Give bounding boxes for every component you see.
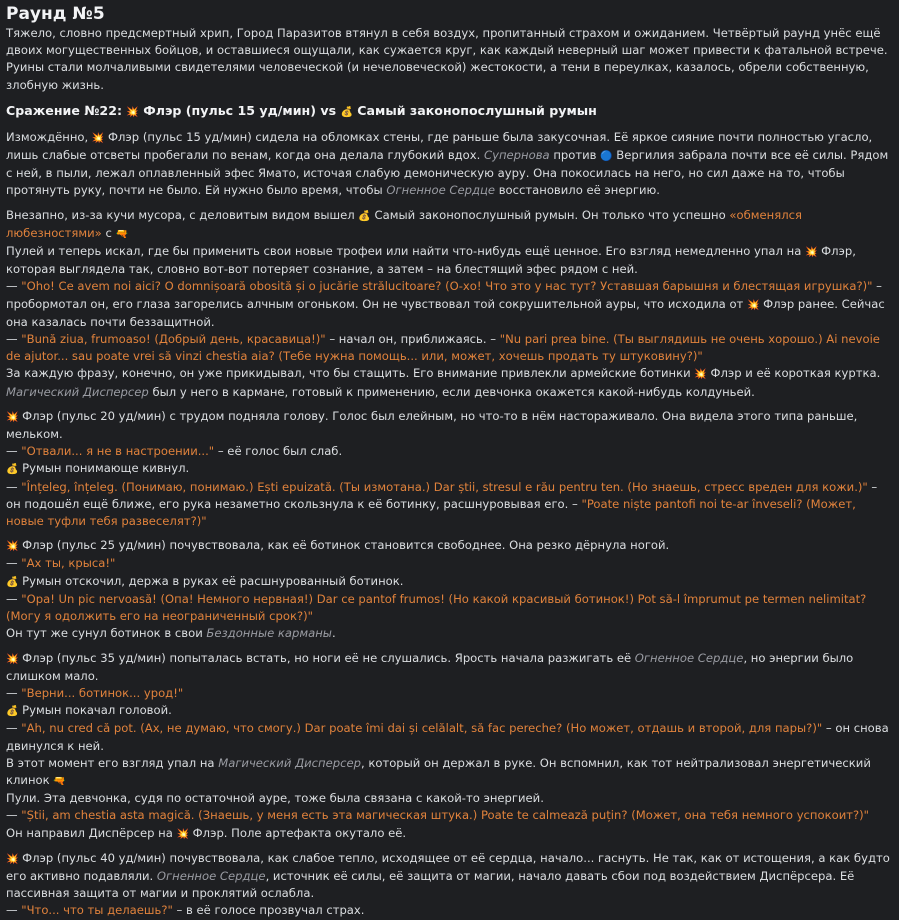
artifact-name: Супернова: [484, 148, 550, 163]
text-run: с: [101, 225, 116, 240]
emoji-icon: 💰: [340, 106, 353, 118]
artifact-name: Огненное Сердце: [386, 183, 496, 198]
emoji-icon: 💰: [6, 576, 19, 588]
text-run: Сражение №22:: [6, 102, 127, 118]
text-run: .: [331, 626, 336, 641]
text-run: Он тут же сунул ботинок в свои: [6, 626, 207, 641]
story-paragraph: [6, 408, 893, 530]
text-run: Флэр (пульс 35 уд/мин) попыталась встать, но ноги её не слушались. Ярость начала разжигать её: [18, 650, 635, 665]
dialogue-quote: "Ах ты, крыса!": [21, 556, 116, 571]
story-paragraph: [6, 537, 893, 642]
story-paragraph: [6, 650, 893, 843]
text-run: Румын отскочил, держа в руках её расшнурованный ботинок.: [18, 573, 404, 588]
story-paragraph: [6, 25, 893, 94]
dialogue-quote: "Poate niște pantofi noi te-ar înveseli? (Может, новые туфли тебя развеселят?)": [6, 496, 856, 529]
dialogue-quote: "Oho! Ce avem noi aici? O domnișoară obosită și o jucărie strălucitoare? (О-хо! Что это у нас тут? Уставшая барышня и блестящая игрушка?)": [21, 279, 873, 294]
text-run: —: [6, 279, 22, 294]
emoji-icon: 💰: [6, 464, 19, 476]
emoji-icon: 💥: [6, 653, 19, 665]
dialogue-quote: "Верни... ботинок... урод!": [21, 685, 184, 700]
story-content: [6, 25, 893, 920]
text-run: Флэр. Поле артефакта окутало её.: [189, 825, 407, 840]
text-run: был у него в кармане, готовый к применению, если девчонка окажется какой-нибудь колдуньей.: [148, 384, 755, 399]
text-run: —: [6, 685, 22, 700]
text-run: Самый законопослушный румын. Он только что успешно: [370, 207, 730, 222]
text-run: восстановило её энергию.: [495, 183, 660, 198]
artifact-name: Магический Дисперсер: [6, 384, 149, 399]
text-run: —: [6, 903, 22, 918]
dialogue-quote: "Что... что ты делаешь?": [21, 903, 173, 918]
emoji-icon: 💥: [694, 369, 707, 381]
emoji-icon: 🔫: [53, 775, 66, 787]
text-run: Пули. Эта девчонка, судя по остаточной ауре, тоже была связана с какой-то энергией.: [6, 791, 544, 806]
text-run: – он подошёл ещё ближе, его рука незаметно скользнула к её ботинку, расшнуровывая его. –: [6, 479, 878, 511]
emoji-icon: 💥: [91, 132, 105, 144]
page-title: Раунд №5: [6, 4, 105, 24]
dialogue-quote: "Ah, nu cred că pot. (Ах, не думаю, что смогу.) Dar poate îmi dai și celălalt, să fac pereche? (Но может, отдашь и второй, для пары?)": [21, 721, 823, 736]
dialogue-quote: "Nu pari prea bine. (Ты выглядишь не очень хорошо.) Ai nevoie de ajutor... sau poate vrei să vinzi chestia aia? (Тебе нужна помощь... или, может, хочешь продать ту штуковину?)": [6, 332, 880, 364]
emoji-icon: 💰: [6, 706, 19, 718]
emoji-icon: 🔫: [115, 228, 128, 240]
dialogue-quote: "Știi, am chestia asta magică. (Знаешь, у меня есть эта магическая штука.) Poate te calmează puțin? (Может, она тебя немного успокоит?)": [21, 808, 869, 823]
text-run: —: [6, 556, 22, 571]
text-run: – пробормотал он, его глаза загорелись алчным огоньком. Он не чувствовал той сокрушительной ауры, что исходила от: [6, 279, 882, 311]
text-run: Он направил Диспёрсер на: [6, 825, 177, 840]
text-run: —: [6, 332, 22, 347]
text-run: , источник её силы, её защита от магии, начало давать сбои под воздействием Диспёрсера. Её пассивная защита от магии и проклятий ослабла.: [6, 868, 855, 901]
text-run: Флэр и её короткая куртка.: [706, 366, 881, 381]
text-run: – начал он, приближаясь. –: [325, 332, 500, 347]
dialogue-quote: "Bună ziua, frumoaso! (Добрый день, красавица!)": [21, 332, 326, 347]
text-run: —: [6, 479, 22, 494]
text-run: В этот момент его взгляд упал на: [6, 755, 219, 770]
text-run: против: [549, 148, 601, 163]
battle-heading: [6, 101, 893, 123]
text-run: За каждую фразу, конечно, он уже прикидывал, что бы стащить. Его внимание привлекли армейские ботинки: [6, 366, 695, 381]
text-run: Флэр, которая выглядела так, словно вот-вот потеряет сознание, а затем – на блестящий эфес рядом с ней.: [6, 244, 856, 277]
text-run: Самый законопослушный румын: [352, 102, 597, 118]
text-run: Вергилия забрала почти все её силы. Рядом с ней, в пыли, лежал оплавленный эфес Ямато, источая слабую демоническую ауру. Она покосилась на него, но сил даже на то, чтобы протянуть руку, почти не было. Ей нужно было время, чтобы: [6, 148, 889, 198]
dialogue-quote: "Opa! Un pic nervoasă! (Опа! Немного нервная!) Dar ce pantof frumos! (Но какой красивый ботинок!) Pot să-l împrumut pe termen nelimitat? (Могу я одолжить его на неограниченный срок?)": [6, 591, 867, 624]
text-run: Румын понимающе кивнул.: [18, 461, 190, 476]
text-run: —: [6, 721, 22, 736]
dialogue-quote: "Înțeleg, înțeleg. (Понимаю, понимаю.) Ești epuizată. (Ты измотана.) Dar știi, stresul e rău pentru ten. (Но знаешь, стресс вреден для кожи.)": [21, 479, 868, 494]
emoji-icon: 💥: [6, 853, 19, 865]
text-run: Внезапно, из-за кучи мусора, с деловитым видом вышел: [6, 207, 359, 222]
emoji-icon: 💥: [126, 106, 139, 118]
text-run: Флэр (пульс 20 уд/мин) с трудом подняла голову. Голос был елейным, но что-то в нём настораживало. Она видела этого типа раньше, мельком.: [6, 408, 858, 442]
text-run: – её голос был слаб.: [214, 444, 343, 459]
text-run: , который он держал в руке. Он вспомнил, как тот нейтрализовал энергетический клинок: [6, 755, 871, 787]
text-run: Флэр (пульс 25 уд/мин) почувствовала, как её ботинок становится свободнее. Она резко дёрнула ногой.: [18, 538, 670, 553]
story-paragraph: [6, 207, 893, 401]
text-run: , но энергии было слишком мало.: [6, 650, 854, 683]
text-run: —: [6, 591, 22, 606]
artifact-name: Огненное Сердце: [634, 650, 744, 665]
text-run: Флэр ранее. Сейчас она казалась почти беззащитной.: [6, 296, 885, 329]
text-run: Флэр (пульс 15 уд/мин) vs: [138, 102, 341, 118]
text-run: Румын покачал головой.: [18, 703, 172, 718]
text-run: – он снова двинулся к ней.: [6, 721, 889, 753]
story-paragraph: [6, 850, 893, 920]
text-run: Флэр (пульс 15 уд/мин) сидела на обломках стены, где раньше была закусочная. Её яркое сияние почти полностью угасло, лишь слабые отсветы пробегали по венам, когда она делала глубокий вдох.: [6, 129, 873, 163]
emoji-icon: 💥: [6, 541, 19, 553]
artifact-name: Огненное Сердце: [156, 868, 266, 883]
text-run: Измождённо,: [6, 129, 92, 144]
emoji-icon: 💥: [176, 828, 189, 840]
text-run: Пулей и теперь искал, где бы применить свои новые трофеи или найти что-нибудь ещё ценное. Его взгляд немедленно упал на: [6, 244, 805, 259]
story-paragraph: [6, 129, 893, 200]
emoji-icon: 💥: [6, 411, 19, 423]
dialogue-quote: "Отвали... я не в настроении...": [21, 444, 215, 459]
artifact-name: Магический Дисперсер: [218, 755, 361, 770]
artifact-name: Бездонные карманы: [206, 626, 332, 641]
text-run: —: [6, 808, 22, 823]
emoji-icon: 💥: [746, 299, 760, 311]
dialogue-quote: «обменялся любезностями»: [6, 207, 802, 240]
emoji-icon: 🔵: [600, 151, 613, 163]
emoji-icon: 💰: [358, 210, 371, 222]
emoji-icon: 💥: [804, 247, 818, 259]
text-run: Тяжело, словно предсмертный хрип, Город Паразитов втянул в себя воздух, пропитанный страхом и ожиданием. Четвёртый раунд унёс ещё двоих могущественных бойцов, и оставшиеся ощущали, как сужается круг, как каждый неверный шаг может привести к фатальной встрече. Руины стали молчаливыми свидетелями человеческой (и нечеловеческой) жестокости, а тени в переулках, казалось, обрели собственную, злобную жизнь.: [6, 26, 888, 92]
text-run: Флэр (пульс 40 уд/мин) почувствовала, как слабое тепло, исходящее от её сердца, начало... гаснуть. Не так, как от истощения, а как будто его активно подавляли.: [6, 850, 890, 883]
text-run: – в её голосе прозвучал страх.: [172, 903, 365, 918]
text-run: —: [6, 444, 22, 459]
